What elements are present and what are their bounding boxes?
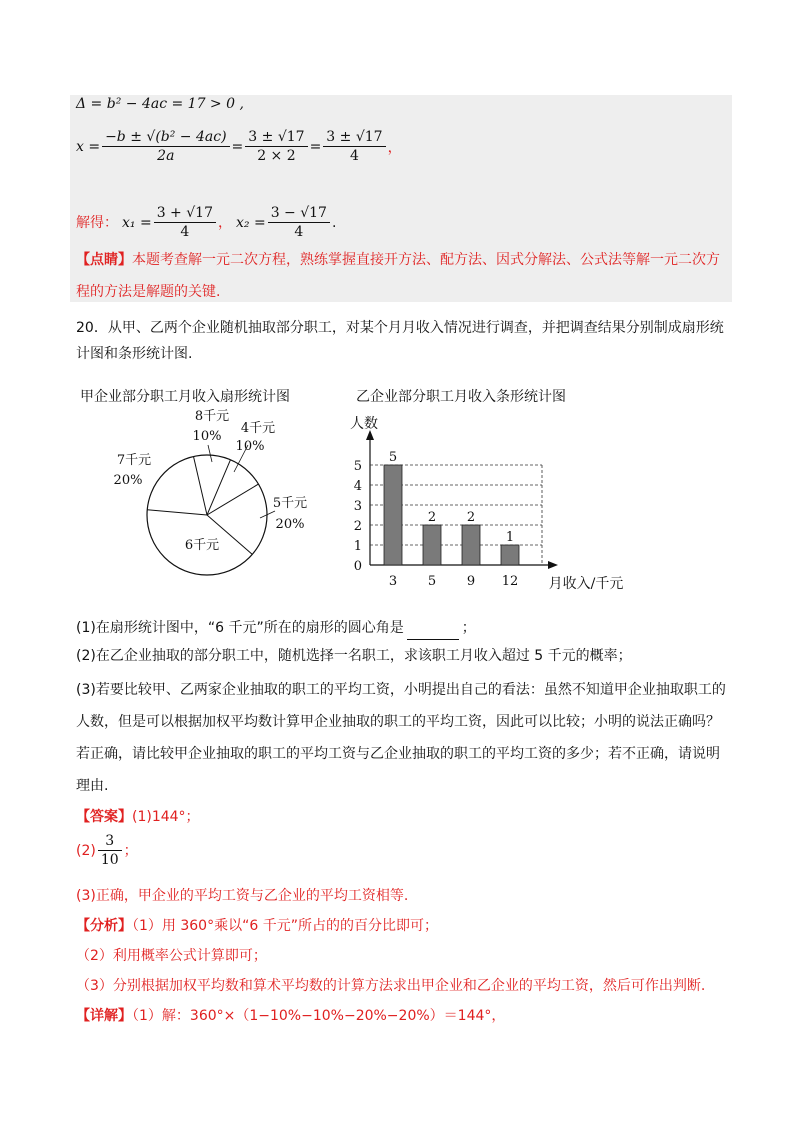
analysis-line-2: （2）利用概率公式计算即可； <box>76 948 267 964</box>
bar <box>384 465 402 565</box>
comment-line-2: 程的方法是解题的关键. <box>76 284 221 300</box>
x-tick-label: 9 <box>466 574 476 589</box>
x-axis-arrow <box>548 561 558 569</box>
y-tick-label: 5 <box>353 459 362 474</box>
formula-lhs: x = <box>76 138 101 155</box>
bar <box>462 525 480 565</box>
bar-value-label: 5 <box>388 450 398 465</box>
x-axis-label: 月收入/千元 <box>548 576 624 592</box>
x-tick-label: 12 <box>501 574 519 589</box>
analysis-line-3: （3）分别根据加权平均数和算术平均数的计算方法求出甲企业和乙企业的平均工资，然后可作出判断. <box>76 978 706 994</box>
sub-question-3-line-3: 若正确，请比较甲企业抽取的职工的平均工资与乙企业抽取的职工的平均工资的多少；若不正确，请说明 <box>76 746 720 762</box>
bar-value-label: 2 <box>466 510 476 525</box>
answer-line-2: (2) $\frac{3}{10}$ ； <box>76 833 138 868</box>
probability-fraction: $\frac{3}{10}$ <box>98 832 122 869</box>
bar-value-label: 2 <box>427 510 437 525</box>
sub-question-1: (1)在扇形统计图中，“6 千元”所在的扇形的圆心角是 ； <box>76 616 476 640</box>
pie-slice-boundary <box>147 510 207 515</box>
pie-slice-percent: 20% <box>275 517 305 532</box>
formula-fraction-1: $\frac{\text{−b ± √(b² − 4ac)}}{2a}$ <box>102 128 229 165</box>
solve-prefix: 解得： <box>76 214 118 231</box>
bar-chart <box>330 410 640 600</box>
comment-line-1: 【点睛】本题考查解一元二次方程，熟练掌握直接开方法、配方法、因式分解法、公式法等解一元二次方 <box>76 252 720 268</box>
question-line-2: 计图和条形统计图. <box>76 346 193 362</box>
pie-slice-label: 7千元 <box>116 453 152 468</box>
sub-question-2: (2)在乙企业抽取的部分职工中，随机选择一名职工，求该职工月收入超过 5 千元的概率； <box>76 648 632 664</box>
bar-value-label: 1 <box>505 530 515 545</box>
formula-fraction-3: $\frac{3 \pm √17}{4}$ <box>323 128 385 165</box>
answer-blank <box>407 625 459 640</box>
bar <box>423 525 441 565</box>
sub-question-3-line-2: 人数，但是可以根据加权平均数计算甲企业抽取的职工的平均工资，因此可以比较；小明的说法正确吗？ <box>76 714 720 730</box>
x2-fraction: $\frac{3 - √17}{4}$ <box>268 204 330 241</box>
pie-slice-label: 5千元 <box>272 496 308 511</box>
pie-slice-boundary <box>194 457 207 515</box>
x-tick-label: 5 <box>427 574 437 589</box>
pie-chart-title: 甲企业部分职工月收入扇形统计图 <box>80 389 290 405</box>
bar-chart-title: 乙企业部分职工月收入条形统计图 <box>356 389 566 405</box>
x1-fraction: $\frac{3 + √17}{4}$ <box>154 204 216 241</box>
pie-slice-percent: 10% <box>235 439 265 454</box>
y-tick-label: 3 <box>353 499 362 514</box>
bar <box>501 545 519 565</box>
formula-fraction-2: $\frac{3 \pm √17}{2 \times 2}$ <box>245 128 307 165</box>
answer-line-3: (3)正确，甲企业的平均工资与乙企业的平均工资相等. <box>76 888 409 904</box>
answer-line-1: 【答案】(1)144°； <box>76 809 200 825</box>
pie-slice-boundary <box>207 484 258 515</box>
y-tick-label: 4 <box>353 479 362 494</box>
detail-line-1: 【详解】（1）解：360°×（1−10%−10%−20%−20%）＝144°， <box>76 1008 506 1024</box>
analysis-line-1: 【分析】（1）用 360°乘以“6 千元”所占的的百分比即可； <box>76 918 438 934</box>
pie-slice-label: 8千元 <box>194 409 230 424</box>
y-tick-label: 2 <box>353 519 362 534</box>
roots-line: 解得： x₁ = $\frac{3 + √17}{4}$ ， x₂ = $\frac{3 - √17}{4}$ . <box>76 205 337 240</box>
pie-slice-label: 6千元 <box>184 538 220 553</box>
quadratic-formula: x = $\frac{\text{−b ± √(b² − 4ac)}}{2a}$ = $\frac{3 \pm √17}{2 \times 2}$ = $\frac{3 \pm √17}{4}$ ， <box>76 129 402 164</box>
sub-question-3-line-4: 理由. <box>76 778 109 794</box>
sub-question-3-line-1: (3)若要比较甲、乙两家企业抽取的职工的平均工资，小明提出自己的看法：虽然不知道甲企业抽取职工的 <box>76 682 726 698</box>
y-tick-label: 1 <box>353 539 362 554</box>
y-axis-label: 人数 <box>350 416 378 432</box>
pie-slice-boundary <box>207 460 230 515</box>
pie-slice-percent: 20% <box>113 473 143 488</box>
delta-line: Δ = b² − 4ac = 17 > 0 , <box>76 96 244 112</box>
question-line-1: 20．从甲、乙两个企业随机抽取部分职工，对某个月月收入情况进行调查，并把调查结果分别制成扇形统 <box>76 320 724 336</box>
pie-chart <box>100 400 330 600</box>
pie-slice-percent: 10% <box>192 429 222 444</box>
pie-leader-line <box>208 445 212 462</box>
y-tick-label: 0 <box>353 559 362 574</box>
pie-slice-label: 4千元 <box>240 421 276 436</box>
x-tick-label: 3 <box>388 574 398 589</box>
